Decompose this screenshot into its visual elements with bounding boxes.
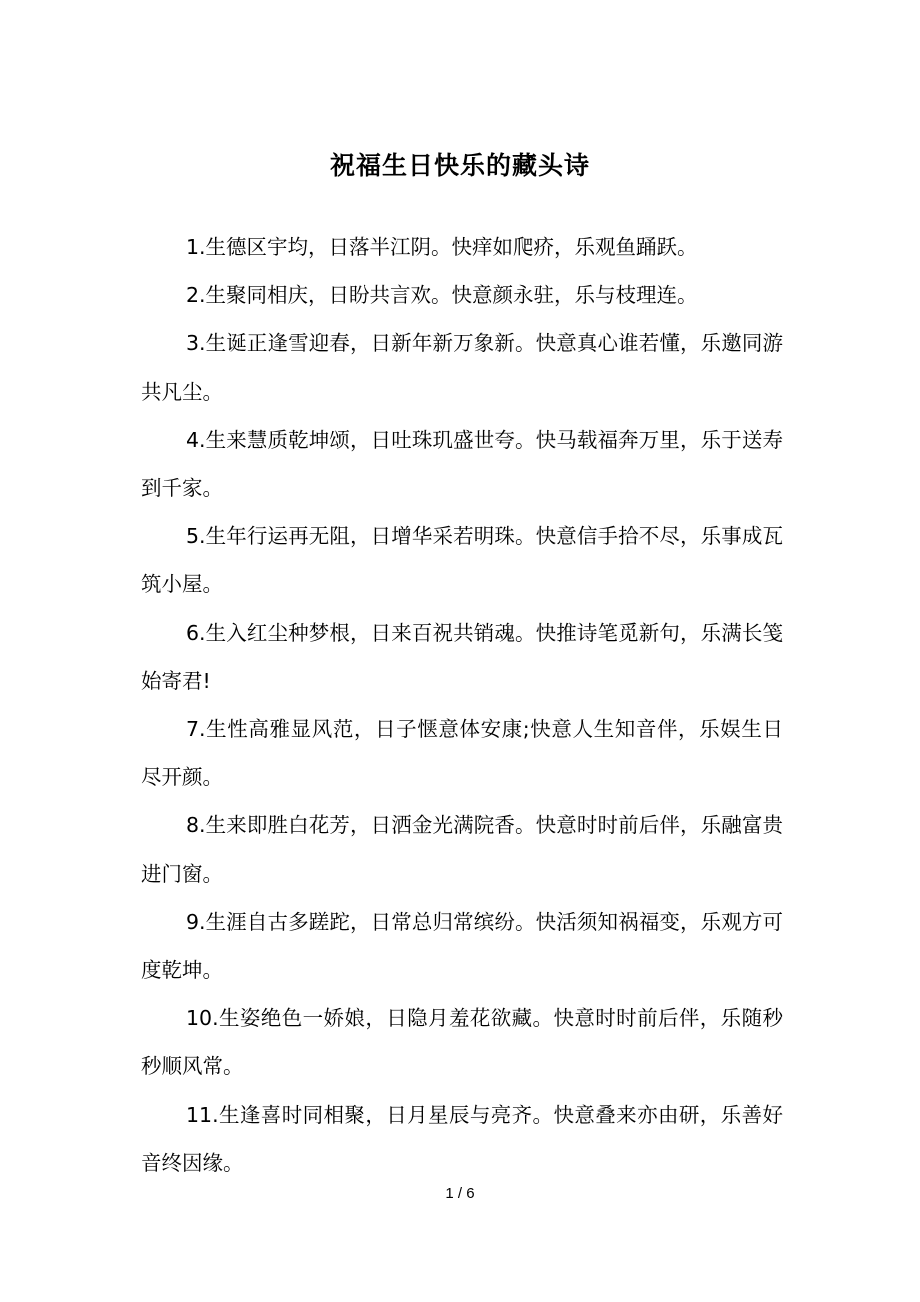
poem-paragraph-3: 3.生诞正逢雪迎春，日新年新万象新。快意真心谁若懂，乐邀同游共凡尘。 (141, 331, 783, 404)
poem-paragraph-1: 1.生德区宇均，日落半江阴。快痒如爬疥，乐观鱼踊跃。 (186, 235, 698, 259)
poem-paragraph-5: 5.生年行运再无阻，日增华采若明珠。快意信手拾不尽，乐事成瓦筑小屋。 (141, 524, 783, 597)
poem-paragraph-11: 11.生逢喜时同相聚，日月星辰与亮齐。快意叠来亦由研，乐善好音终因缘。 (141, 1102, 783, 1175)
page-number: 1 / 6 (445, 1185, 475, 1202)
document-title: 祝福生日快乐的藏头诗 (329, 151, 590, 180)
poem-paragraph-4: 4.生来慧质乾坤颂，日吐珠玑盛世夸。快马载福奔万里，乐于送寿到千家。 (141, 427, 783, 501)
poem-paragraph-9: 9.生涯自古多蹉跎，日常总归常缤纷。快活须知祸福变，乐观方可度乾坤。 (141, 909, 783, 983)
poem-paragraph-10: 10.生姿绝色一娇娘，日隐月羞花欲藏。快意时时前后伴，乐随秒秒顺风常。 (141, 1006, 783, 1079)
poem-list (141, 223, 783, 1187)
poem-paragraph-2: 2.生聚同相庆，日盼共言欢。快意颜永驻，乐与枝理连。 (186, 283, 698, 308)
poem-paragraph-8: 8.生来即胜白花芳，日洒金光满院香。快意时时前后伴，乐融富贵进门窗。 (141, 813, 783, 886)
poem-paragraph-7: 7.生性高雅显风范，日子惬意体安康;快意人生知音伴，乐娱生日尽开颜。 (141, 717, 783, 790)
poem-paragraph-6: 6.生入红尘种梦根，日来百祝共销魂。快推诗笔觅新句，乐满长笺始寄君! (141, 620, 783, 693)
